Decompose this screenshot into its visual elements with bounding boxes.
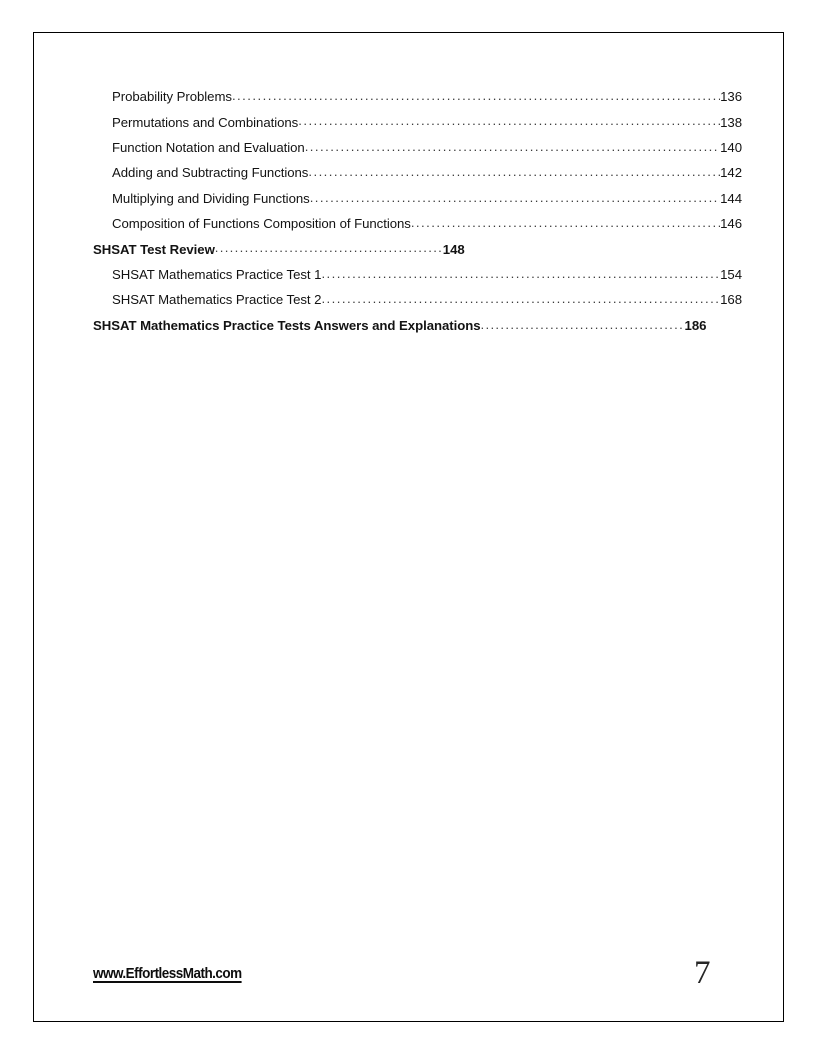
toc-entry-title: Function Notation and Evaluation — [112, 139, 305, 155]
toc-entry-page-number: 142 — [720, 165, 742, 181]
toc-entry-title: SHSAT Mathematics Practice Tests Answers and Explanations — [93, 317, 481, 333]
toc-entry-page-number: 154 — [720, 266, 742, 282]
toc-entry-title: Adding and Subtracting Functions — [112, 165, 309, 181]
toc-entry[interactable] — [93, 190, 742, 215]
toc-dot-leader — [298, 113, 720, 126]
footer-page-number: 7 — [694, 955, 711, 991]
toc-entry[interactable] — [93, 215, 742, 240]
toc-entry-page-number: 140 — [720, 139, 742, 155]
toc-entry-page-number: 168 — [720, 292, 742, 308]
toc-dot-leader — [321, 291, 720, 304]
toc-entry-page-number: 138 — [720, 114, 742, 130]
footer-website-link[interactable]: www.EffortlessMath.com — [93, 966, 242, 982]
toc-entry-title: SHSAT Mathematics Practice Test 1 — [112, 266, 322, 282]
toc-entry-title: SHSAT Mathematics Practice Test 2 — [112, 292, 322, 308]
toc-entry-page-number: 144 — [720, 190, 742, 206]
toc-entry-title: Permutations and Combinations — [112, 114, 299, 130]
toc-dot-leader — [215, 240, 443, 253]
toc-entry-page-number: 186 — [684, 317, 707, 333]
toc-entry-page-number: 148 — [442, 241, 465, 257]
toc-dot-leader — [305, 139, 720, 152]
toc-dot-leader — [232, 88, 720, 101]
toc-entry[interactable] — [93, 139, 742, 164]
toc-entry-page-number: 146 — [720, 216, 742, 232]
toc-dot-leader — [411, 215, 720, 228]
toc-entry-title: Probability Problems — [112, 89, 232, 105]
toc-entry-title: Composition of Functions Composition of Functions — [112, 216, 411, 232]
toc-entry[interactable] — [93, 291, 742, 316]
toc-dot-leader — [481, 317, 685, 330]
toc-entry-title: SHSAT Test Review — [93, 241, 215, 257]
toc-entry-page-number: 136 — [720, 89, 742, 105]
toc-dot-leader — [310, 190, 720, 203]
toc-dot-leader — [308, 164, 720, 177]
toc-entry[interactable] — [93, 317, 723, 342]
toc-entry[interactable] — [93, 240, 723, 265]
table-of-contents-list — [93, 88, 742, 342]
toc-entry[interactable] — [93, 113, 742, 138]
toc-dot-leader — [321, 266, 720, 279]
toc-entry[interactable] — [93, 164, 742, 189]
toc-entry[interactable] — [93, 88, 742, 113]
toc-entry[interactable] — [93, 266, 742, 291]
toc-entry-title: Multiplying and Dividing Functions — [112, 190, 310, 206]
